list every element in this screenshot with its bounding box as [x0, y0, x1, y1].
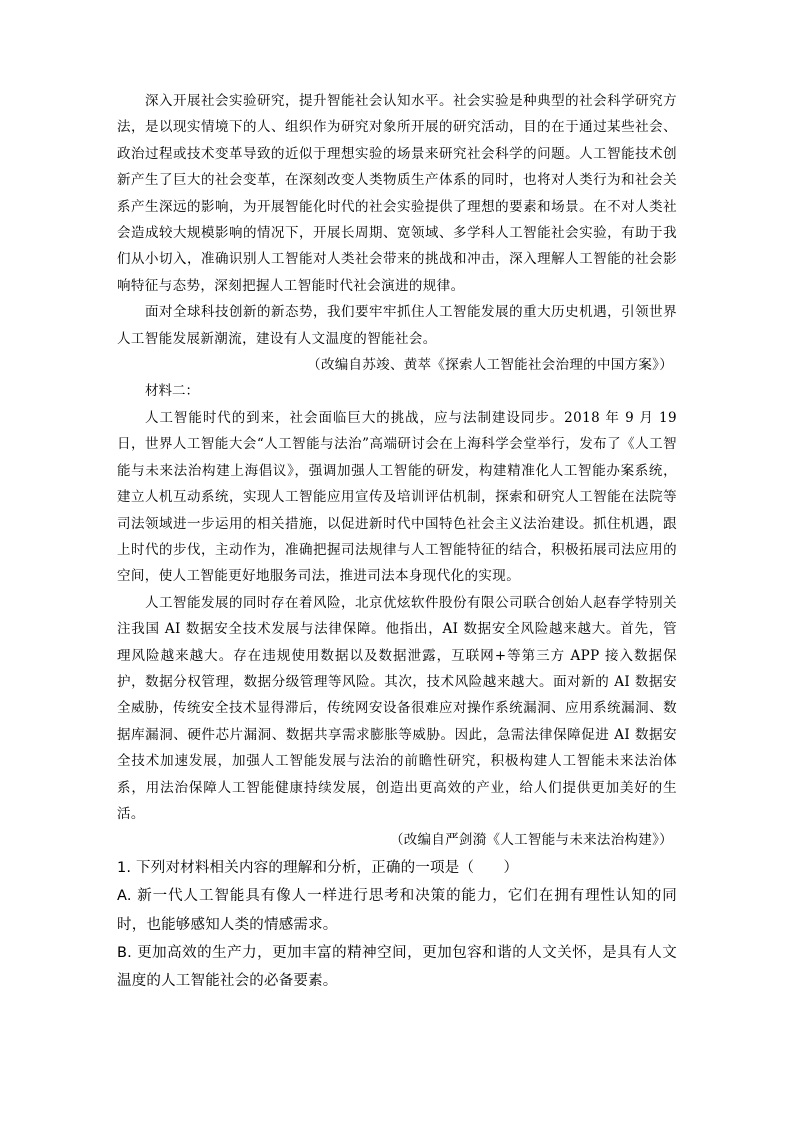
material-two [117, 378, 677, 853]
document-page [117, 88, 677, 996]
material-one [117, 88, 677, 378]
question-1-option-b: B. 更加高效的生产力，更加丰富的精神空间，更加包容和谐的人文关怀，是具有人文温度的人工智能社会的必备要素。 [117, 945, 677, 990]
question-1-option-a: A. 新一代人工智能具有像人一样进行思考和决策的能力，它们在拥有理性认知的同时，也能够感知人类的情感需求。 [117, 888, 677, 933]
material-two-paragraph-2: 人工智能发展的同时存在着风险，北京优炫软件股份有限公司联合创始人赵春学特别关注我国 AI 数据安全技术发展与法律保障。他指出，AI 数据安全风险越来越大。首先，管理风险越来越大。存在违规使用数据以及数据泄露，互联网+等第三方 APP 接入数据保护，数据分权管理，数据分级管理等风险。其次，技术风险越来越大。面对新的 AI 数据安全威胁，传统安全技术显得滞后，传统网安设备很难应对操作系统漏洞、应用系统漏洞、数据库漏洞、硬件芯片漏洞、数据共享需求膨胀等威胁。因此，急需法律保障促进 AI 数据安全技术加速发展，加强人工智能发展与法治的前瞻性研究，积极构建人工智能未来法治体系，用法治保障人工智能健康持续发展，创造出更高效的产业，给人们提供更加美好的生活。 [117, 594, 677, 822]
material-two-source: （改编自严剑漪《人工智能与未来法治构建》） [389, 832, 673, 849]
question-1 [117, 854, 677, 996]
material-one-paragraph-2: 面对全球科技创新的新态势，我们要牢牢抓住人工智能发展的重大历史机遇，引领世界人工智能发展新潮流，建设有人文温度的智能社会。 [117, 304, 677, 347]
material-one-source: （改编自苏竣、黄萃《探索人工智能社会治理的中国方案》） [307, 357, 673, 374]
material-two-heading: 材料二： [145, 383, 199, 400]
material-two-paragraph-1: 人工智能时代的到来，社会面临巨大的挑战，应与法制建设同步。2018 年 9 月 19 日，世界人工智能大会“人工智能与法治”高端研讨会在上海科学会堂举行，发布了《人工智能与未来法治构建上海倡议》，强调加强人工智能的研发，构建精准化人工智能办案系统，建立人机互动系统，实现人工智能应用宣传及培训评估机制，探索和研究人工智能在法院等司法领域进一步运用的相关措施，以促进新时代中国特色社会主义法治建设。抓住机遇，跟上时代的步伐，主动作为，准确把握司法规律与人工智能特征的结合，积极拓展司法应用的空间，使人工智能更好地服务司法，推进司法本身现代化的实现。 [117, 409, 677, 585]
material-one-paragraph-1: 深入开展社会实验研究，提升智能社会认知水平。社会实验是种典型的社会科学研究方法，是以现实情境下的人、组织作为研究对象所开展的研究活动，目的在于通过某些社会、政治过程或技术变革导致的近似于理想实验的场景来研究社会科学的问题。人工智能技术创新产生了巨大的社会变革，在深刻改变人类物质生产体系的同时，也将对人类行为和社会关系产生深远的影响，为开展智能化时代的社会实验提供了理想的要素和场景。在不对人类社会造成较大规模影响的情况下，开展长周期、宽领域、多学科人工智能社会实验，有助于我们从小切入，准确识别人工智能对人类社会带来的挑战和冲击，深入理解人工智能的社会影响特征与态势，深刻把握人工智能时代社会演进的规律。 [117, 93, 677, 294]
question-1-stem: 1. 下列对材料相关内容的理解和分析，正确的一项是（ ） [117, 859, 519, 876]
